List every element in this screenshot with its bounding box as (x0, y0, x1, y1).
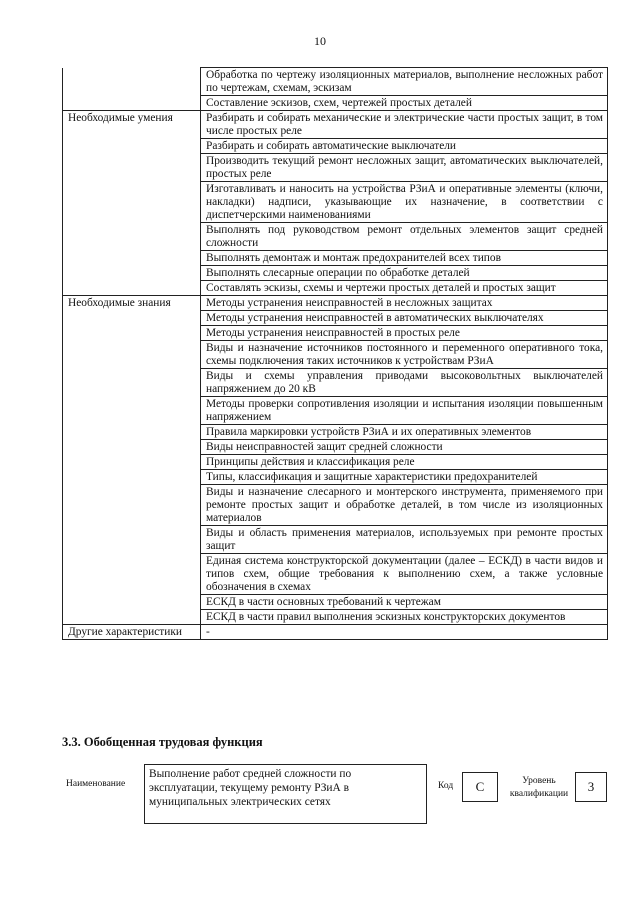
row-category-label (63, 251, 201, 266)
row-category-label: Другие характеристики (63, 625, 201, 640)
row-category-label (63, 223, 201, 251)
row-description: Виды и область применения материалов, используемых при ремонте простых защит (201, 526, 608, 554)
row-category-label (63, 485, 201, 526)
row-category-label: Необходимые умения (63, 111, 201, 139)
row-description: Выполнять под руководством ремонт отдельных элементов защит средней сложности (201, 223, 608, 251)
row-description: Методы устранения неисправностей в несложных защитах (201, 296, 608, 311)
row-category-label (63, 455, 201, 470)
table-row (63, 111, 608, 139)
table-row (63, 96, 608, 111)
row-category-label (63, 369, 201, 397)
row-description: Принципы действия и классификация реле (201, 455, 608, 470)
table-row (63, 485, 608, 526)
table-row (63, 455, 608, 470)
row-description: Правила маркировки устройств РЗиА и их оперативных элементов (201, 425, 608, 440)
table-row (63, 397, 608, 425)
row-description: Виды и схемы управления приводами высоковольтных выключателей напряжением до 20 кВ (201, 369, 608, 397)
table-row (63, 182, 608, 223)
table-row (63, 369, 608, 397)
table-row (63, 595, 608, 610)
table-row (63, 281, 608, 296)
page-number: 10 (314, 34, 326, 48)
row-description: Методы устранения неисправностей в простых реле (201, 326, 608, 341)
table-row (63, 470, 608, 485)
code-label: Код (438, 781, 454, 791)
competency-table (62, 67, 608, 640)
qualification-level-value: 3 (575, 772, 607, 802)
row-description: ЕСКД в части правил выполнения эскизных конструкторских документов (201, 610, 608, 625)
table-row (63, 266, 608, 281)
row-description: Составление эскизов, схем, чертежей простых деталей (201, 96, 608, 111)
table-row (63, 139, 608, 154)
row-category-label (63, 341, 201, 369)
function-name-label: Наименование (66, 779, 126, 789)
row-category-label (63, 182, 201, 223)
row-category-label (63, 595, 201, 610)
table-row (63, 326, 608, 341)
row-description: - (201, 625, 608, 640)
table-row (63, 425, 608, 440)
row-description: Изготавливать и наносить на устройства РЗиА и оперативные элементы (ключи, накладки) надписи, указывающие их назначение, в соответствии с диспетчерскими наименованиями (201, 182, 608, 223)
row-description: Методы проверки сопротивления изоляции и испытания изоляции повышенным напряжением (201, 397, 608, 425)
row-description: Обработка по чертежу изоляционных материалов, выполнение несложных работ по чертежам, схемам, эскизам (201, 68, 608, 96)
table-row (63, 341, 608, 369)
table-row (63, 526, 608, 554)
table-row (63, 440, 608, 455)
section-title: 3.3. Обобщенная трудовая функция (62, 735, 263, 749)
row-category-label (63, 470, 201, 485)
table-row (63, 251, 608, 266)
row-description: Виды и назначение слесарного и монтерского инструмента, применяемого при ремонте простых защит и обработке деталей, в том числе из изоляционных материалов (201, 485, 608, 526)
row-category-label (63, 326, 201, 341)
table-row (63, 625, 608, 640)
row-category-label (63, 96, 201, 111)
row-category-label (63, 440, 201, 455)
row-description: ЕСКД в части основных требований к чертежам (201, 595, 608, 610)
row-category-label (63, 526, 201, 554)
row-category-label (63, 610, 201, 625)
table-row (63, 154, 608, 182)
table-row (63, 296, 608, 311)
row-category-label (63, 397, 201, 425)
row-category-label: Необходимые знания (63, 296, 201, 311)
row-category-label (63, 68, 201, 96)
table-row (63, 610, 608, 625)
row-category-label (63, 554, 201, 595)
row-description: Производить текущий ремонт несложных защит, автоматических выключателей, простых реле (201, 154, 608, 182)
table-row (63, 68, 608, 96)
function-name-value: Выполнение работ средней сложности по эксплуатации, текущему ремонту РЗиА в муниципальных электрических сетях (144, 764, 427, 824)
row-description: Виды и назначение источников постоянного и переменного оперативного тока, схемы подключения таких источников к устройствам РЗиА (201, 341, 608, 369)
row-category-label (63, 139, 201, 154)
row-description: Выполнять слесарные операции по обработке деталей (201, 266, 608, 281)
row-description: Единая система конструкторской документации (далее – ЕСКД) в части видов и типов схем, общие требования к выполнению схем, а также условные обозначения в схемах (201, 554, 608, 595)
row-description: Разбирать и собирать автоматические выключатели (201, 139, 608, 154)
row-category-label (63, 154, 201, 182)
row-description: Выполнять демонтаж и монтаж предохранителей всех типов (201, 251, 608, 266)
row-description: Типы, классификация и защитные характеристики предохранителей (201, 470, 608, 485)
row-category-label (63, 281, 201, 296)
row-description: Разбирать и собирать механические и электрические части простых защит, в том числе простых реле (201, 111, 608, 139)
row-description: Виды неисправностей защит средней сложности (201, 440, 608, 455)
table-row (63, 223, 608, 251)
qualification-level-label: Уровень квалификации (509, 776, 569, 799)
row-category-label (63, 425, 201, 440)
code-value: С (462, 772, 498, 802)
row-description: Составлять эскизы, схемы и чертежи простых деталей и простых защит (201, 281, 608, 296)
table-row (63, 554, 608, 595)
row-category-label (63, 311, 201, 326)
row-category-label (63, 266, 201, 281)
row-description: Методы устранения неисправностей в автоматических выключателях (201, 311, 608, 326)
table-row (63, 311, 608, 326)
